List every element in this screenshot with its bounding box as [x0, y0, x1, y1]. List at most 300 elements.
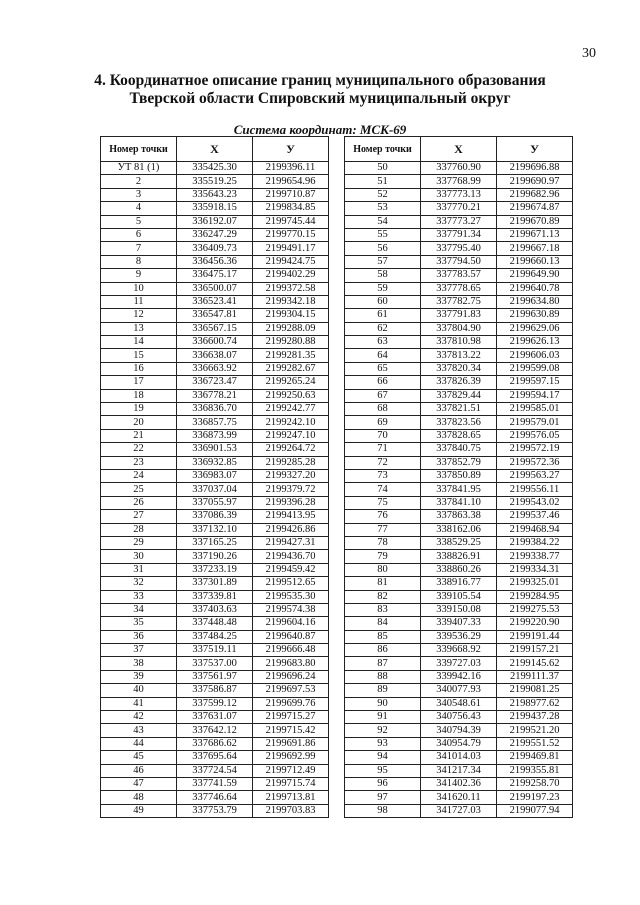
- header-x: X: [177, 137, 253, 162]
- cell-y-value: 2199304.15: [253, 309, 329, 322]
- table-row: [345, 523, 573, 536]
- cell-x-value: 341014.03: [421, 751, 497, 764]
- cell-y-value: 2199157.21: [497, 644, 573, 657]
- cell-x-value: 336983.07: [177, 469, 253, 482]
- cell-y-value: 2199396.28: [253, 496, 329, 509]
- cell-point-number: 77: [345, 523, 421, 536]
- cell-y-value: 2199334.31: [497, 563, 573, 576]
- cell-x-value: 339668.92: [421, 644, 497, 657]
- cell-point-number: 32: [101, 577, 177, 590]
- cell-point-number: 68: [345, 403, 421, 416]
- cell-x-value: 336873.99: [177, 429, 253, 442]
- cell-x-value: 340548.61: [421, 697, 497, 710]
- cell-y-value: 2199696.88: [497, 162, 573, 175]
- header-y: У: [253, 137, 329, 162]
- cell-point-number: 36: [101, 630, 177, 643]
- cell-point-number: 44: [101, 737, 177, 750]
- cell-y-value: 2199834.85: [253, 202, 329, 215]
- cell-y-value: 2199275.53: [497, 603, 573, 616]
- cell-point-number: 86: [345, 644, 421, 657]
- table-row: [101, 510, 329, 523]
- cell-y-value: 2199325.01: [497, 577, 573, 590]
- cell-point-number: 61: [345, 309, 421, 322]
- table-row: [345, 563, 573, 576]
- cell-y-value: 2199247.10: [253, 429, 329, 442]
- table-row: [101, 644, 329, 657]
- cell-y-value: 2199342.18: [253, 295, 329, 308]
- cell-point-number: 39: [101, 670, 177, 683]
- cell-point-number: 48: [101, 791, 177, 804]
- cell-y-value: 2199242.10: [253, 416, 329, 429]
- cell-x-value: 341217.34: [421, 764, 497, 777]
- cell-point-number: 91: [345, 711, 421, 724]
- cell-point-number: 84: [345, 617, 421, 630]
- cell-x-value: 337519.11: [177, 644, 253, 657]
- cell-y-value: 2199606.03: [497, 349, 573, 362]
- table-row: [345, 162, 573, 175]
- cell-x-value: 337773.13: [421, 188, 497, 201]
- cell-x-value: 337778.65: [421, 282, 497, 295]
- cell-x-value: 337599.12: [177, 697, 253, 710]
- cell-x-value: 341620.11: [421, 791, 497, 804]
- table-row: [345, 536, 573, 549]
- cell-x-value: 336723.47: [177, 376, 253, 389]
- cell-y-value: 2199683.80: [253, 657, 329, 670]
- cell-y-value: 2198977.62: [497, 697, 573, 710]
- cell-x-value: 336836.70: [177, 403, 253, 416]
- cell-x-value: 339407.33: [421, 617, 497, 630]
- table-row: [101, 751, 329, 764]
- cell-y-value: 2199537.46: [497, 510, 573, 523]
- cell-x-value: 337841.10: [421, 496, 497, 509]
- cell-x-value: 337850.89: [421, 469, 497, 482]
- table-row: [101, 389, 329, 402]
- cell-point-number: 49: [101, 804, 177, 817]
- cell-y-value: 2199626.13: [497, 336, 573, 349]
- title-line-1: 4. Координатное описание границ муниципального образования: [94, 72, 546, 89]
- table-row: [101, 523, 329, 536]
- cell-point-number: 21: [101, 429, 177, 442]
- cell-y-value: 2199770.15: [253, 228, 329, 241]
- cell-y-value: 2199634.80: [497, 295, 573, 308]
- cell-y-value: 2199654.96: [253, 175, 329, 188]
- cell-point-number: 79: [345, 550, 421, 563]
- table-row: [345, 295, 573, 308]
- cell-x-value: 337863.38: [421, 510, 497, 523]
- table-row: [101, 684, 329, 697]
- cell-y-value: 2199630.89: [497, 309, 573, 322]
- cell-x-value: 336247.29: [177, 228, 253, 241]
- cell-x-value: 337770.21: [421, 202, 497, 215]
- cell-point-number: 94: [345, 751, 421, 764]
- table-row: [101, 188, 329, 201]
- table-row: [345, 456, 573, 469]
- cell-x-value: 341402.36: [421, 777, 497, 790]
- table-row: [101, 737, 329, 750]
- table-row: [345, 603, 573, 616]
- cell-y-value: 2199710.87: [253, 188, 329, 201]
- table-row: [345, 590, 573, 603]
- cell-x-value: 337852.79: [421, 456, 497, 469]
- cell-point-number: 43: [101, 724, 177, 737]
- table-row: [345, 376, 573, 389]
- table-row: [345, 751, 573, 764]
- cell-y-value: 2199521.20: [497, 724, 573, 737]
- table-row: [345, 777, 573, 790]
- cell-point-number: 5: [101, 215, 177, 228]
- cell-x-value: 336857.75: [177, 416, 253, 429]
- cell-x-value: 337339.81: [177, 590, 253, 603]
- cell-x-value: 337791.83: [421, 309, 497, 322]
- cell-y-value: 2199594.17: [497, 389, 573, 402]
- coordinate-system-label: Система координат: МСК-69: [233, 122, 407, 137]
- table-row: [345, 630, 573, 643]
- cell-x-value: 337821.51: [421, 403, 497, 416]
- table-row: [101, 670, 329, 683]
- cell-point-number: 65: [345, 362, 421, 375]
- table-row: [101, 456, 329, 469]
- cell-point-number: 7: [101, 242, 177, 255]
- cell-y-value: 2199264.72: [253, 443, 329, 456]
- table-row: [345, 496, 573, 509]
- cell-point-number: 63: [345, 336, 421, 349]
- cell-y-value: 2199667.18: [497, 242, 573, 255]
- table-row: [101, 469, 329, 482]
- cell-point-number: 31: [101, 563, 177, 576]
- cell-point-number: 54: [345, 215, 421, 228]
- cell-point-number: 2: [101, 175, 177, 188]
- cell-x-value: 337828.65: [421, 429, 497, 442]
- cell-x-value: 339536.29: [421, 630, 497, 643]
- table-row: [345, 764, 573, 777]
- cell-y-value: 2199660.13: [497, 255, 573, 268]
- cell-point-number: 29: [101, 536, 177, 549]
- table-row: [345, 255, 573, 268]
- cell-x-value: 337768.99: [421, 175, 497, 188]
- cell-y-value: 2199715.27: [253, 711, 329, 724]
- cell-y-value: 2199745.44: [253, 215, 329, 228]
- cell-point-number: 11: [101, 295, 177, 308]
- cell-x-value: 336567.15: [177, 322, 253, 335]
- cell-x-value: 340077.93: [421, 684, 497, 697]
- table-row: [345, 175, 573, 188]
- cell-point-number: 67: [345, 389, 421, 402]
- cell-x-value: 336778.21: [177, 389, 253, 402]
- cell-x-value: 337741.59: [177, 777, 253, 790]
- table-row: [101, 162, 329, 175]
- cell-y-value: 2199585.01: [497, 403, 573, 416]
- table-row: [345, 737, 573, 750]
- cell-y-value: 2199670.89: [497, 215, 573, 228]
- cell-y-value: 2199713.81: [253, 791, 329, 804]
- cell-x-value: 337753.79: [177, 804, 253, 817]
- cell-y-value: 2199604.16: [253, 617, 329, 630]
- cell-point-number: 72: [345, 456, 421, 469]
- cell-x-value: 337403.63: [177, 603, 253, 616]
- cell-x-value: 337841.95: [421, 483, 497, 496]
- cell-x-value: 337642.12: [177, 724, 253, 737]
- cell-y-value: 2199145.62: [497, 657, 573, 670]
- table-row: [345, 684, 573, 697]
- cell-y-value: 2199666.48: [253, 644, 329, 657]
- table-row: [345, 349, 573, 362]
- page-number: 30: [582, 46, 596, 61]
- table-row: [345, 724, 573, 737]
- table-row: [345, 242, 573, 255]
- cell-y-value: 2199674.87: [497, 202, 573, 215]
- cell-point-number: 82: [345, 590, 421, 603]
- table-row: [101, 603, 329, 616]
- cell-x-value: 339942.16: [421, 670, 497, 683]
- cell-x-value: 335918.15: [177, 202, 253, 215]
- table-row: [345, 577, 573, 590]
- cell-x-value: 336456.36: [177, 255, 253, 268]
- cell-y-value: 2199191.44: [497, 630, 573, 643]
- table-row: [345, 670, 573, 683]
- table-row: [345, 403, 573, 416]
- cell-point-number: 73: [345, 469, 421, 482]
- cell-point-number: 90: [345, 697, 421, 710]
- cell-y-value: 2199081.25: [497, 684, 573, 697]
- cell-x-value: 336475.17: [177, 269, 253, 282]
- cell-point-number: 76: [345, 510, 421, 523]
- cell-x-value: 335643.23: [177, 188, 253, 201]
- table-row: [345, 228, 573, 241]
- cell-y-value: 2199597.15: [497, 376, 573, 389]
- cell-y-value: 2199355.81: [497, 764, 573, 777]
- cell-point-number: 25: [101, 483, 177, 496]
- table-row: [101, 295, 329, 308]
- header-point-number: Номер точки: [101, 137, 177, 162]
- cell-y-value: 2199576.05: [497, 429, 573, 442]
- cell-y-value: 2199640.78: [497, 282, 573, 295]
- table-row: [101, 657, 329, 670]
- cell-x-value: 339105.54: [421, 590, 497, 603]
- cell-x-value: 337132.10: [177, 523, 253, 536]
- cell-point-number: 18: [101, 389, 177, 402]
- table-header-row: [101, 137, 329, 162]
- cell-x-value: 337829.44: [421, 389, 497, 402]
- cell-y-value: 2199436.70: [253, 550, 329, 563]
- table-row: [101, 804, 329, 817]
- cell-x-value: 340756.43: [421, 711, 497, 724]
- cell-x-value: 337791.34: [421, 228, 497, 241]
- cell-y-value: 2199327.20: [253, 469, 329, 482]
- cell-x-value: 337783.57: [421, 269, 497, 282]
- table-row: [101, 697, 329, 710]
- cell-point-number: 37: [101, 644, 177, 657]
- table-row: [101, 791, 329, 804]
- cell-x-value: 341727.03: [421, 804, 497, 817]
- cell-x-value: 336547.81: [177, 309, 253, 322]
- header-point-number: Номер точки: [345, 137, 421, 162]
- table-row: [101, 175, 329, 188]
- table-row: [101, 349, 329, 362]
- coordinates-table-right: [344, 136, 573, 818]
- cell-y-value: 2199697.53: [253, 684, 329, 697]
- table-row: [345, 443, 573, 456]
- cell-x-value: 337826.39: [421, 376, 497, 389]
- cell-y-value: 2199372.58: [253, 282, 329, 295]
- cell-y-value: 2199258.70: [497, 777, 573, 790]
- table-row: [345, 322, 573, 335]
- cell-point-number: 17: [101, 376, 177, 389]
- cell-point-number: 93: [345, 737, 421, 750]
- left-table-body: [101, 162, 329, 818]
- cell-x-value: 335425.30: [177, 162, 253, 175]
- cell-x-value: 336500.07: [177, 282, 253, 295]
- cell-x-value: 336409.73: [177, 242, 253, 255]
- cell-x-value: 337561.97: [177, 670, 253, 683]
- cell-y-value: 2199649.90: [497, 269, 573, 282]
- cell-point-number: 34: [101, 603, 177, 616]
- cell-y-value: 2199338.77: [497, 550, 573, 563]
- cell-y-value: 2199599.08: [497, 362, 573, 375]
- cell-x-value: 339727.03: [421, 657, 497, 670]
- table-row: [101, 764, 329, 777]
- cell-point-number: 4: [101, 202, 177, 215]
- cell-point-number: 70: [345, 429, 421, 442]
- table-row: [345, 202, 573, 215]
- table-row: [101, 202, 329, 215]
- cell-y-value: 2199197.23: [497, 791, 573, 804]
- cell-y-value: 2199281.35: [253, 349, 329, 362]
- table-row: [101, 336, 329, 349]
- cell-y-value: 2199574.38: [253, 603, 329, 616]
- cell-y-value: 2199111.37: [497, 670, 573, 683]
- cell-x-value: 337813.22: [421, 349, 497, 362]
- cell-y-value: 2199220.90: [497, 617, 573, 630]
- cell-y-value: 2199437.28: [497, 711, 573, 724]
- cell-point-number: 15: [101, 349, 177, 362]
- cell-x-value: 336600.74: [177, 336, 253, 349]
- cell-point-number: 98: [345, 804, 421, 817]
- table-row: [101, 362, 329, 375]
- cell-y-value: 2199696.24: [253, 670, 329, 683]
- cell-y-value: 2199077.94: [497, 804, 573, 817]
- cell-point-number: 78: [345, 536, 421, 549]
- table-row: [101, 443, 329, 456]
- cell-point-number: 83: [345, 603, 421, 616]
- table-row: [101, 777, 329, 790]
- table-row: [101, 242, 329, 255]
- cell-point-number: 60: [345, 295, 421, 308]
- document-title: [0, 72, 640, 108]
- cell-point-number: 50: [345, 162, 421, 175]
- coordinates-table-left: [100, 136, 329, 818]
- table-header-row: [345, 137, 573, 162]
- cell-x-value: 337537.00: [177, 657, 253, 670]
- cell-point-number: 10: [101, 282, 177, 295]
- cell-y-value: 2199242.77: [253, 403, 329, 416]
- cell-y-value: 2199284.95: [497, 590, 573, 603]
- cell-x-value: 338162.06: [421, 523, 497, 536]
- cell-point-number: 89: [345, 684, 421, 697]
- cell-x-value: 338826.91: [421, 550, 497, 563]
- table-row: [345, 804, 573, 817]
- table-row: [101, 309, 329, 322]
- cell-y-value: 2199280.88: [253, 336, 329, 349]
- table-row: [101, 630, 329, 643]
- cell-point-number: 75: [345, 496, 421, 509]
- cell-y-value: 2199579.01: [497, 416, 573, 429]
- cell-y-value: 2199469.81: [497, 751, 573, 764]
- header-x: X: [421, 137, 497, 162]
- cell-x-value: 337724.54: [177, 764, 253, 777]
- cell-point-number: 13: [101, 322, 177, 335]
- cell-x-value: 337055.97: [177, 496, 253, 509]
- cell-point-number: 57: [345, 255, 421, 268]
- cell-x-value: 337086.39: [177, 510, 253, 523]
- cell-y-value: 2199250.63: [253, 389, 329, 402]
- cell-x-value: 336663.92: [177, 362, 253, 375]
- cell-x-value: 336901.53: [177, 443, 253, 456]
- cell-y-value: 2199282.67: [253, 362, 329, 375]
- table-row: [345, 791, 573, 804]
- cell-x-value: 337773.27: [421, 215, 497, 228]
- cell-point-number: 51: [345, 175, 421, 188]
- cell-point-number: 71: [345, 443, 421, 456]
- title-line-2: Тверской области Спировский муниципальный округ: [129, 90, 511, 107]
- table-row: [101, 563, 329, 576]
- table-row: [101, 269, 329, 282]
- cell-x-value: 337804.90: [421, 322, 497, 335]
- cell-point-number: 55: [345, 228, 421, 241]
- cell-x-value: 337233.19: [177, 563, 253, 576]
- cell-point-number: 41: [101, 697, 177, 710]
- cell-y-value: 2199551.52: [497, 737, 573, 750]
- cell-point-number: 8: [101, 255, 177, 268]
- cell-y-value: 2199512.65: [253, 577, 329, 590]
- cell-x-value: 338916.77: [421, 577, 497, 590]
- cell-point-number: 3: [101, 188, 177, 201]
- table-row: [101, 429, 329, 442]
- cell-x-value: 337820.34: [421, 362, 497, 375]
- cell-point-number: 96: [345, 777, 421, 790]
- cell-x-value: 337795.40: [421, 242, 497, 255]
- cell-y-value: 2199712.49: [253, 764, 329, 777]
- table-row: [345, 429, 573, 442]
- table-row: [101, 215, 329, 228]
- cell-y-value: 2199699.76: [253, 697, 329, 710]
- cell-point-number: 58: [345, 269, 421, 282]
- cell-point-number: 30: [101, 550, 177, 563]
- cell-point-number: 33: [101, 590, 177, 603]
- cell-point-number: 40: [101, 684, 177, 697]
- cell-point-number: 88: [345, 670, 421, 683]
- table-row: [101, 228, 329, 241]
- cell-y-value: 2199692.99: [253, 751, 329, 764]
- cell-y-value: 2199413.95: [253, 510, 329, 523]
- cell-point-number: 47: [101, 777, 177, 790]
- cell-x-value: 336932.85: [177, 456, 253, 469]
- table-row: [345, 697, 573, 710]
- cell-point-number: 22: [101, 443, 177, 456]
- cell-x-value: 336638.07: [177, 349, 253, 362]
- cell-x-value: 338529.25: [421, 536, 497, 549]
- cell-y-value: 2199671.13: [497, 228, 573, 241]
- table-row: [345, 282, 573, 295]
- table-row: [345, 188, 573, 201]
- cell-x-value: 337746.64: [177, 791, 253, 804]
- cell-point-number: 81: [345, 577, 421, 590]
- cell-point-number: 19: [101, 403, 177, 416]
- table-row: [101, 403, 329, 416]
- cell-point-number: 52: [345, 188, 421, 201]
- cell-y-value: 2199690.97: [497, 175, 573, 188]
- cell-point-number: 45: [101, 751, 177, 764]
- cell-y-value: 2199468.94: [497, 523, 573, 536]
